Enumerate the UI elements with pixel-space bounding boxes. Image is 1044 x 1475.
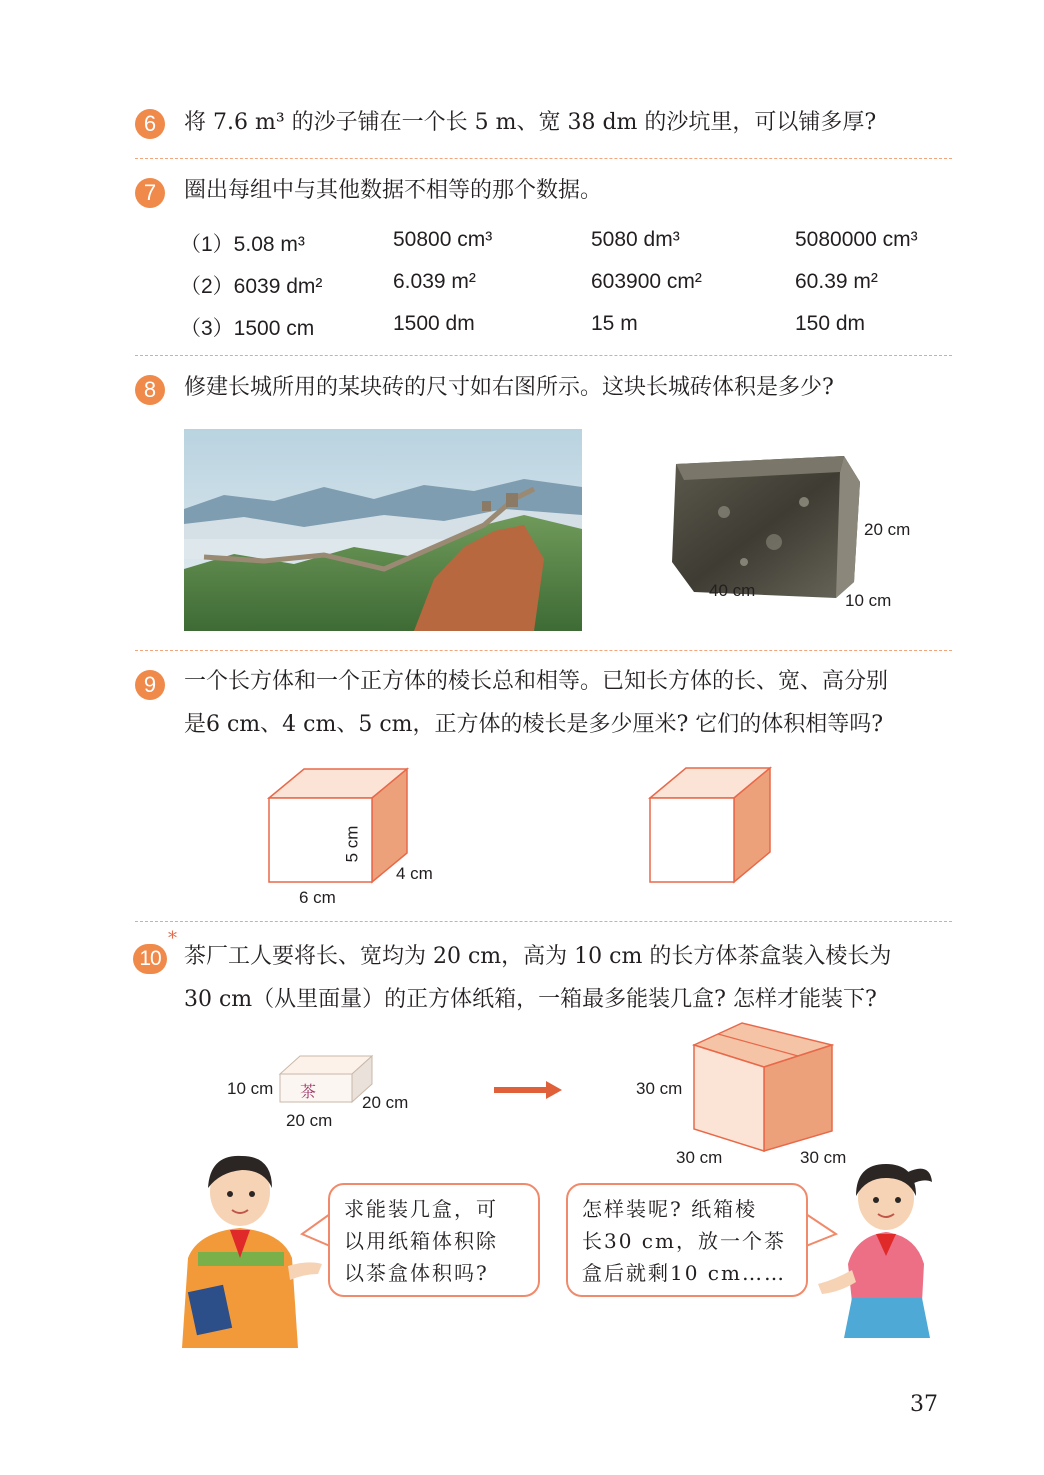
- cuboid-length-label: 6 cm: [299, 888, 336, 907]
- great-wall-photo: [184, 429, 582, 631]
- question-10-line-2: 30 cm（从里面量）的正方体纸箱，一箱最多能装几盒? 怎样才能装下?: [184, 987, 877, 1012]
- divider: [135, 921, 952, 922]
- question-8-text: 修建长城所用的某块砖的尺寸如右图所示。这块长城砖体积是多少?: [184, 375, 834, 400]
- bubble-line: 以用纸箱体积除: [344, 1229, 498, 1253]
- table-cell: 60.39 m²: [795, 270, 878, 293]
- girl-illustration: [812, 1152, 942, 1342]
- table-cell: （2）6039 dm²: [180, 275, 323, 298]
- table-cell: 5080000 cm³: [795, 228, 918, 251]
- table-cell: 1500 dm: [393, 312, 475, 335]
- boy-speech-bubble: [328, 1183, 540, 1297]
- cuboid-height-label: 5 cm: [342, 825, 362, 863]
- question-number-9: 9: [135, 670, 165, 700]
- table-cell: 50800 cm³: [393, 228, 493, 251]
- bubble-line: 求能装几盒，可: [344, 1197, 498, 1221]
- bubble-line: 盒后就剩10 cm……: [582, 1261, 786, 1285]
- brick-length-label: 40 cm: [709, 581, 756, 600]
- question-number-10: 10: [133, 944, 167, 974]
- cube-diagram: [648, 766, 774, 886]
- tea-box-height-label: 10 cm: [227, 1079, 274, 1098]
- carton-diagram: [692, 1021, 834, 1153]
- carton-width-label: 30 cm: [800, 1148, 847, 1167]
- cuboid-width-label: 4 cm: [396, 864, 433, 883]
- tea-box-width-label: 20 cm: [362, 1093, 409, 1112]
- page-number: 37: [910, 1392, 938, 1417]
- brick-height-label: 20 cm: [864, 520, 911, 539]
- divider: [135, 158, 952, 159]
- question-number-6: 6: [135, 109, 165, 139]
- table-cell: 150 dm: [795, 312, 866, 335]
- tea-box-diagram: [278, 1054, 374, 1104]
- girl-speech-bubble: [566, 1183, 808, 1297]
- challenge-star: *: [168, 928, 177, 949]
- table-cell: （1）5.08 m³: [180, 233, 305, 256]
- table-cell: 603900 cm²: [591, 270, 702, 293]
- table-cell: （3）1500 cm: [180, 317, 315, 340]
- table-cell: 15 m: [591, 312, 638, 335]
- carton-height-label: 30 cm: [636, 1079, 683, 1098]
- table-cell: 6.039 m²: [393, 270, 476, 293]
- brick-width-label: 10 cm: [845, 591, 892, 610]
- cuboid-diagram: [266, 766, 412, 886]
- tea-box-length-label: 20 cm: [286, 1111, 333, 1130]
- bubble-line: 长30 cm，放一个茶: [582, 1229, 786, 1253]
- bubble-line: 怎样装呢? 纸箱棱: [582, 1197, 758, 1221]
- question-number-8: 8: [135, 375, 165, 405]
- carton-length-label: 30 cm: [676, 1148, 723, 1167]
- bubble-line: 以茶盒体积吗?: [344, 1261, 489, 1285]
- question-10-line-1: 茶厂工人要将长、宽均为 20 cm，高为 10 cm 的长方体茶盒装入棱长为: [184, 944, 892, 969]
- divider: [135, 650, 952, 651]
- question-number-7: 7: [135, 178, 165, 208]
- tea-box-label: 茶: [300, 1082, 317, 1101]
- question-9-line-2: 是6 cm、4 cm、5 cm，正方体的棱长是多少厘米? 它们的体积相等吗?: [184, 712, 884, 737]
- question-9-line-1: 一个长方体和一个正方体的棱长总和相等。已知长方体的长、宽、高分别: [184, 669, 889, 694]
- arrow-icon: [494, 1080, 562, 1100]
- question-7-text: 圈出每组中与其他数据不相等的那个数据。: [184, 178, 603, 203]
- table-cell: 5080 dm³: [591, 228, 680, 251]
- question-6-text: 将 7.6 m³ 的沙子铺在一个长 5 m、宽 38 dm 的沙坑里，可以铺多厚?: [184, 110, 877, 135]
- wall-brick-image: [664, 452, 864, 602]
- divider: [135, 355, 952, 356]
